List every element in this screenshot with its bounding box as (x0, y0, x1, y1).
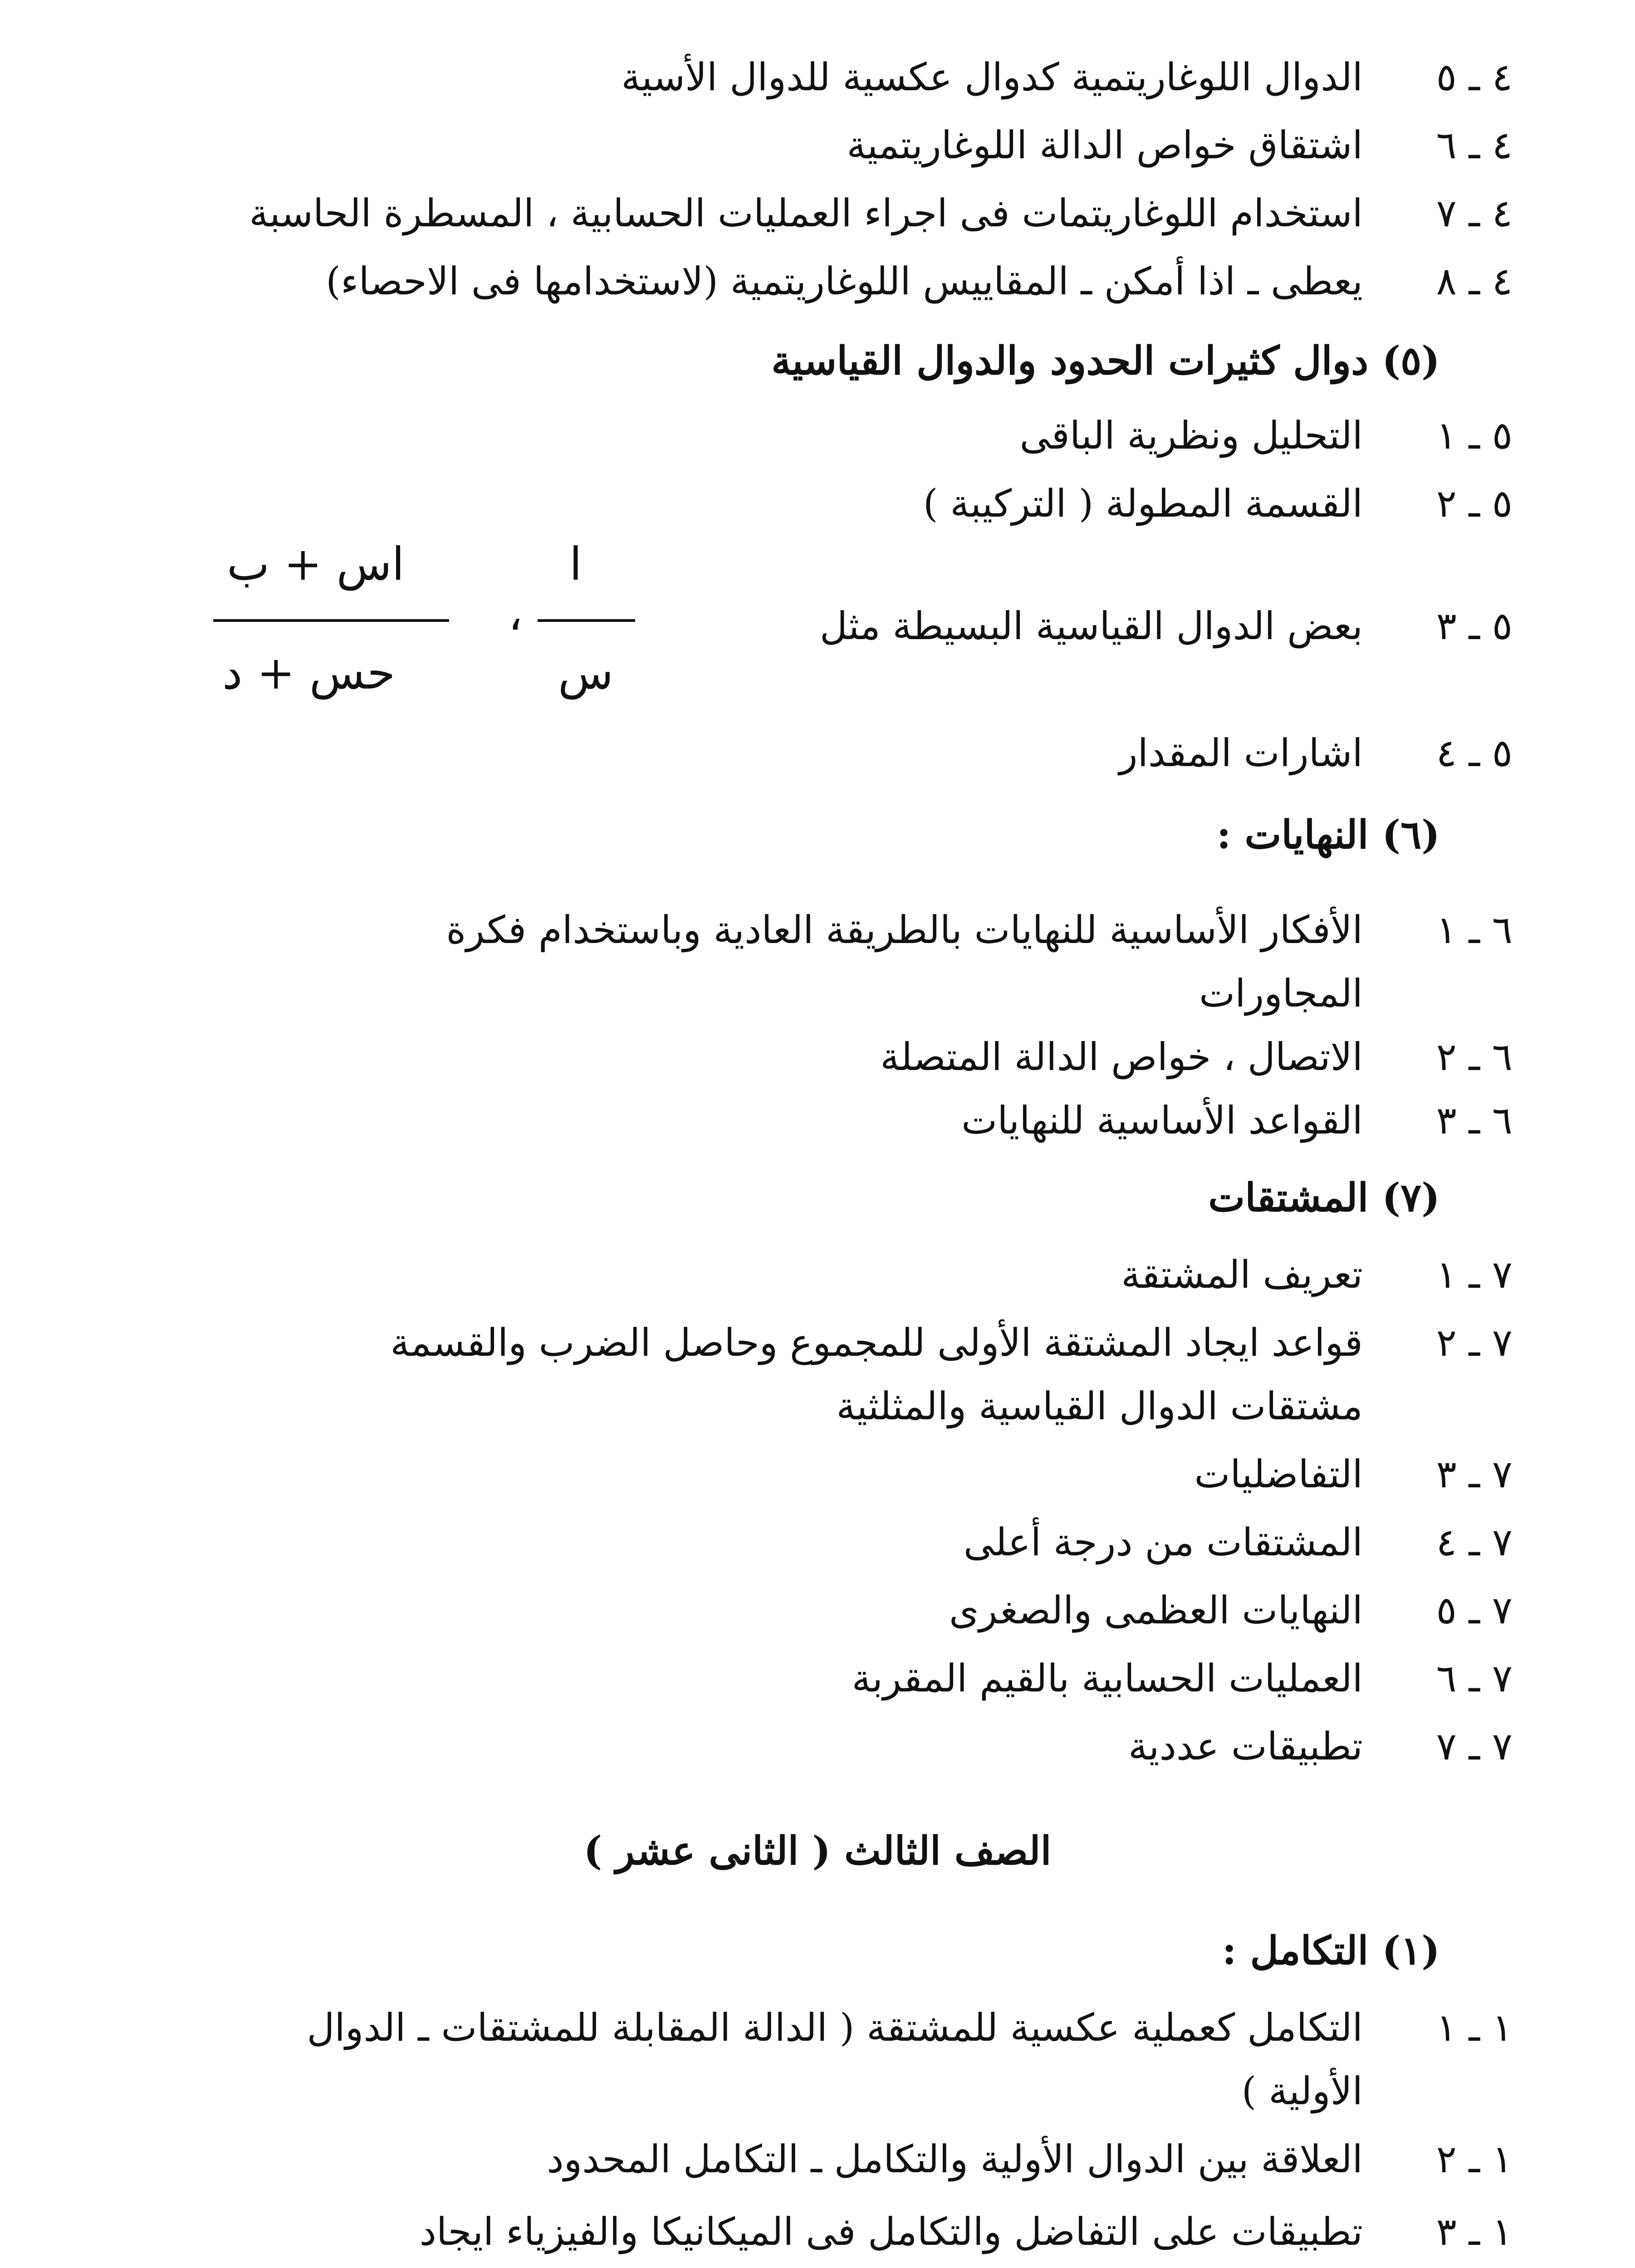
section-heading: (٧) المشتقات (1208, 1175, 1440, 1221)
item-number: ٦ ـ ٣ (1436, 1098, 1513, 1143)
grade-title: الصف الثالث ( الثانى عشر ) (583, 1828, 1052, 1874)
fraction-denominator: س (558, 646, 614, 699)
item-number: ٧ ـ ٥ (1436, 1588, 1513, 1633)
item-number: ٧ ـ ٤ (1436, 1520, 1513, 1564)
list-item (109, 181, 1513, 245)
item-text: التفاضليات (1194, 1452, 1363, 1496)
item-text: العمليات الحسابية بالقيم المقربة (852, 1656, 1363, 1701)
list-item (109, 2200, 1513, 2263)
item-number: ٤ ـ ٨ (1436, 259, 1513, 303)
list-item (109, 404, 1513, 467)
separator-comma: ، (508, 587, 523, 640)
item-text: الاتصال ، خواص الدالة المتصلة (880, 1035, 1363, 1079)
item-number: ١ ـ ٣ (1436, 2209, 1513, 2254)
list-item (680, 594, 1513, 658)
item-number: ٥ ـ ٤ (1436, 731, 1513, 775)
fraction-numerator: ا (569, 538, 582, 591)
list-item (109, 721, 1513, 785)
item-number: ٧ ـ ٧ (1436, 1724, 1513, 1769)
list-item (109, 1579, 1513, 1642)
item-text: النهايات العظمى والصغرى (949, 1588, 1363, 1633)
list-item (109, 1996, 1513, 2059)
item-text: الدوال اللوغاريتمية كدوال عكسية للدوال الأسية (621, 55, 1363, 99)
item-number: ٧ ـ ٢ (1436, 1320, 1513, 1365)
item-number: ١ ـ ٢ (1436, 2137, 1513, 2181)
item-text: القسمة المطولة ( التركيبة ) (923, 481, 1363, 526)
item-text: اشتقاق خواص الدالة اللوغاريتمية (847, 123, 1363, 167)
item-number: ١ ـ ١ (1436, 2005, 1513, 2050)
fraction-bar (213, 619, 449, 622)
item-text: التحليل ونظرية الباقى (1019, 413, 1363, 458)
item-text: العلاقة بين الدوال الأولية والتكامل ـ التكامل المحدود (547, 2137, 1363, 2181)
item-text: المشتقات من درجة أعلى (963, 1520, 1363, 1564)
item-text-continuation: الأولية ) (1241, 2069, 1363, 2113)
item-text: اشارات المقدار (1119, 731, 1363, 775)
list-item (109, 2127, 1513, 2191)
item-text: تعريف المشتقة (1121, 1252, 1363, 1297)
item-text: الأفكار الأساسية للنهايات بالطريقة العادية وباستخدام فكرة (446, 908, 1363, 952)
item-text: استخدام اللوغاريتمات فى اجراء العمليات الحسابية ، المسطرة الحاسبة (249, 191, 1363, 235)
item-text: تطبيقات عددية (1128, 1724, 1363, 1769)
list-item-continuation (109, 2059, 1513, 2123)
item-number: ٤ ـ ٥ (1436, 55, 1513, 99)
list-item (109, 1442, 1513, 1506)
list-item (109, 1510, 1513, 1574)
list-item (109, 1089, 1513, 1152)
list-item (109, 472, 1513, 535)
item-number: ٧ ـ ١ (1436, 1252, 1513, 1297)
item-number: ٤ ـ ٦ (1436, 123, 1513, 167)
fraction-denominator: حس + د (222, 646, 396, 699)
item-number: ٦ ـ ١ (1436, 908, 1513, 952)
item-text: تطبيقات على التفاضل والتكامل فى الميكانيكا والفيزياء ايجاد (419, 2209, 1363, 2254)
list-item (109, 1025, 1513, 1089)
section-heading: (٥) دوال كثيرات الحدود والدوال القياسية (771, 338, 1440, 384)
item-number: ٧ ـ ٦ (1436, 1656, 1513, 1701)
list-item (109, 45, 1513, 109)
item-number: ٥ ـ ١ (1436, 413, 1513, 458)
item-text: التكامل كعملية عكسية للمشتقة ( الدالة المقابلة للمشتقات ـ الدوال (307, 2005, 1363, 2050)
item-number: ٥ ـ ٣ (1436, 604, 1513, 648)
item-text-continuation: مشتقات الدوال القياسية والمثلثية (836, 1384, 1363, 1428)
list-item (109, 1243, 1513, 1306)
fraction-numerator: اس + ب (227, 538, 405, 591)
item-number: ٥ ـ ٢ (1436, 481, 1513, 526)
item-text: قواعد ايجاد المشتقة الأولى للمجموع وحاصل الضرب والقسمة (390, 1320, 1363, 1365)
list-item (109, 1647, 1513, 1710)
item-text: يعطى ـ اذا أمكن ـ المقاييس اللوغاريتمية (لاستخدامها فى الاحصاء) (326, 259, 1363, 303)
item-number: ٤ ـ ٧ (1436, 191, 1513, 235)
list-item (109, 1311, 1513, 1374)
fraction-bar (538, 619, 635, 622)
item-text-continuation (109, 2263, 1363, 2268)
section-heading: (١) التكامل : (1222, 1928, 1440, 1974)
item-text-continuation: المجاورات (1199, 971, 1363, 1016)
item-number: ٧ ـ ٣ (1436, 1452, 1513, 1496)
list-item-continuation (109, 1374, 1513, 1438)
list-item (109, 113, 1513, 177)
list-item-continuation (109, 2263, 1513, 2268)
item-text: القواعد الأساسية للنهايات (961, 1098, 1363, 1143)
list-item (109, 1715, 1513, 1778)
item-number: ٦ ـ ٢ (1436, 1035, 1513, 1079)
list-item (109, 249, 1513, 313)
item-text: بعض الدوال القياسية البسيطة مثل (819, 604, 1363, 648)
list-item-continuation (109, 962, 1513, 1025)
section-heading: (٦) النهايات : (1216, 812, 1440, 858)
list-item (109, 898, 1513, 962)
